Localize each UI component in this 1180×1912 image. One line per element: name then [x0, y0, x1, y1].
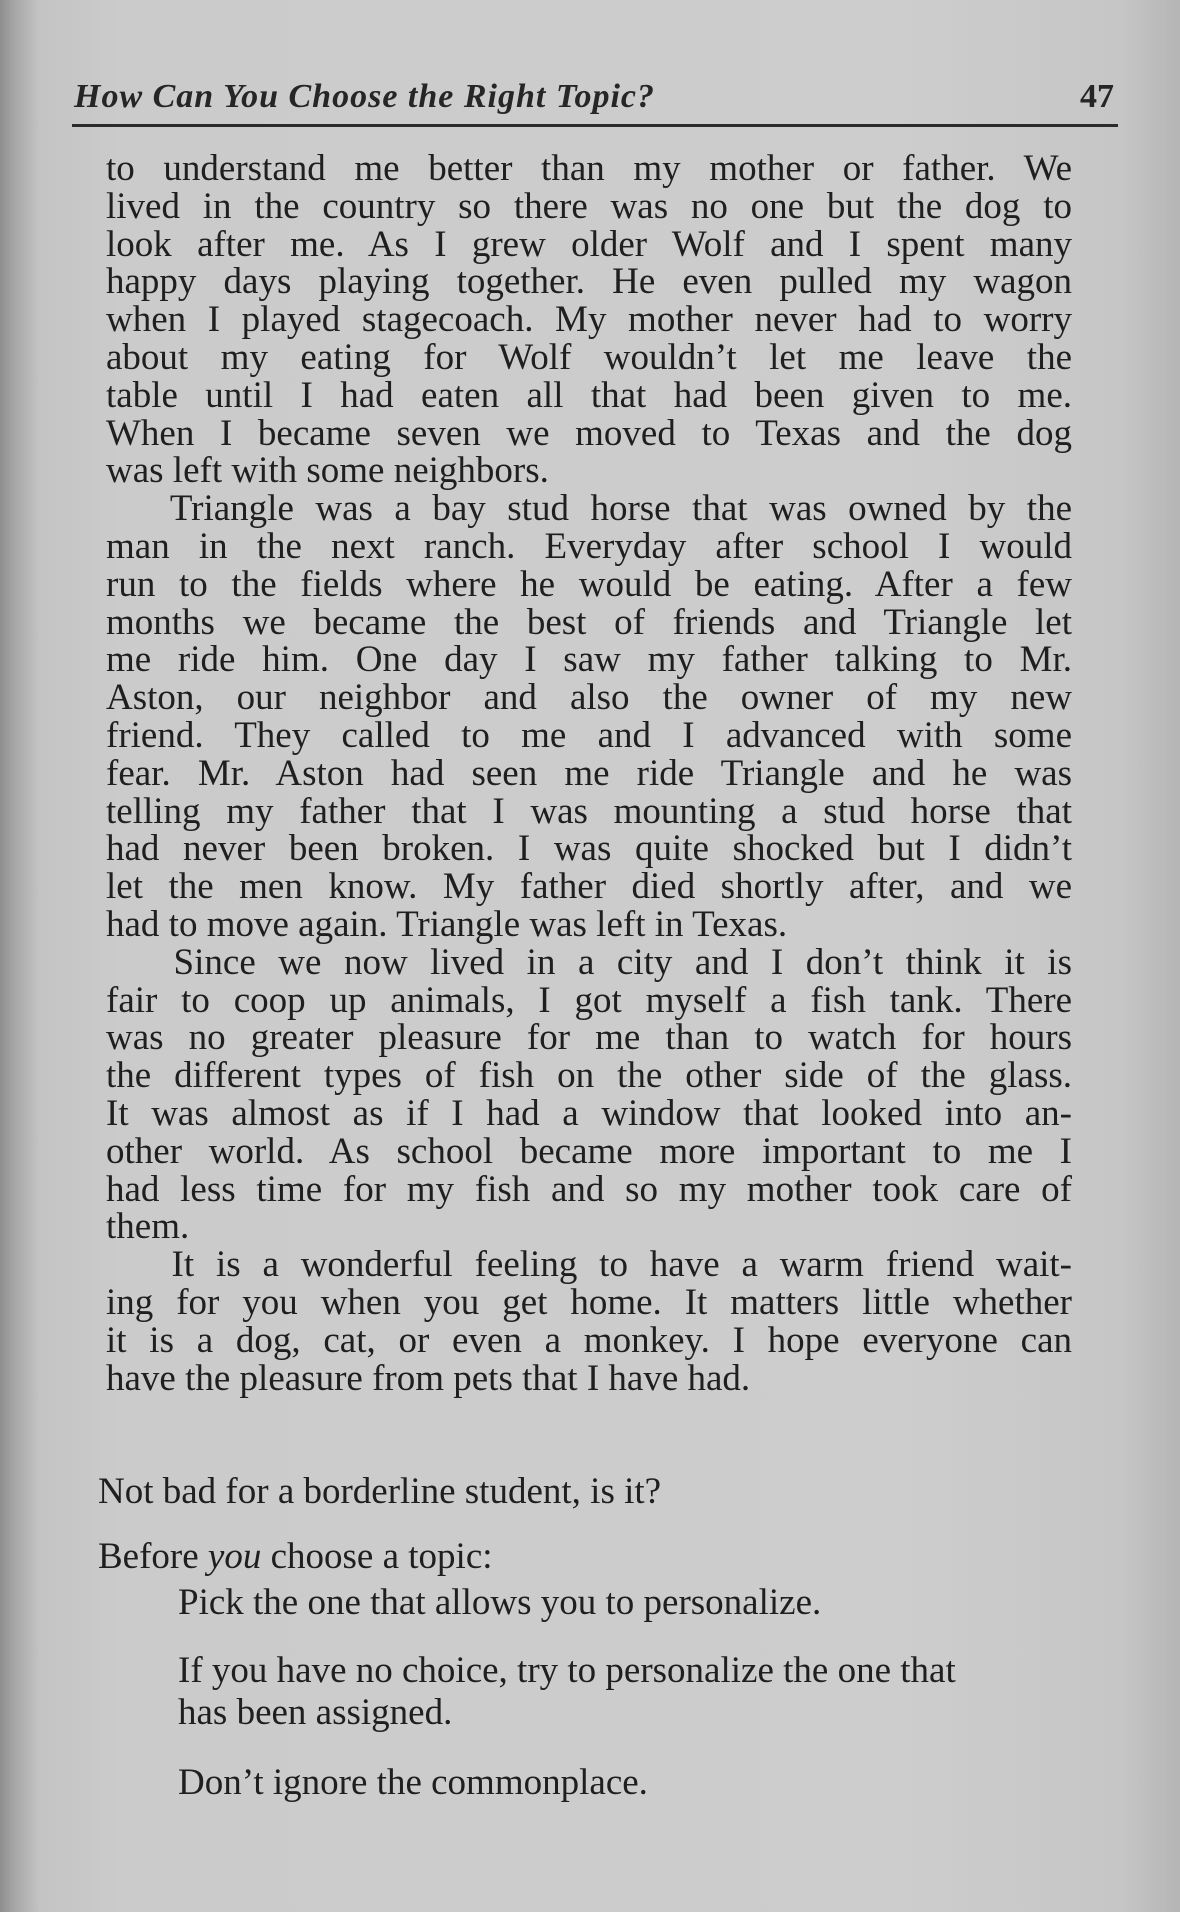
essay-line: about my eating for Wolf wouldn’t let me leave the: [106, 336, 1072, 378]
essay-line: lived in the country so there was no one but the dog to: [106, 185, 1072, 227]
essay-line: It is a wonderful feeling to have a warm friend wait-: [106, 1244, 1072, 1286]
essay-line: When I became seven we moved to Texas and the dog: [106, 412, 1072, 454]
tips-intro-emphasis: you: [207, 1536, 262, 1577]
page-number: 47: [1080, 78, 1114, 115]
essay-line: was no greater pleasure for me than to watch for hours: [106, 1017, 1072, 1059]
essay-line: table until I had eaten all that had been given to me.: [106, 374, 1072, 416]
tip-item: Don’t ignore the commonplace.: [178, 1762, 648, 1803]
essay-line: have the pleasure from pets that I have had.: [106, 1357, 751, 1399]
essay-line: was left with some neighbors.: [106, 450, 549, 492]
tips-intro-after: choose a topic:: [261, 1536, 493, 1577]
essay-line: run to the fields where he would be eating. After a few: [106, 563, 1072, 605]
essay-line: when I played stagecoach. My mother never had to worry: [106, 299, 1072, 341]
essay-line: Triangle was a bay stud horse that was owned by the: [106, 488, 1072, 530]
essay-line: look after me. As I grew older Wolf and I spent many: [106, 223, 1072, 265]
essay-line: me ride him. One day I saw my father talking to Mr.: [106, 639, 1072, 681]
essay-line: ing for you when you get home. It matters little whether: [106, 1281, 1072, 1323]
essay-line: months we became the best of friends and Triangle let: [106, 601, 1072, 643]
essay-line: friend. They called to me and I advanced with some: [106, 714, 1072, 756]
tip-item: Pick the one that allows you to personalize.: [178, 1582, 822, 1623]
essay-line: had never been broken. I was quite shocked but I didn’t: [106, 828, 1072, 870]
essay-line: other world. As school became more important to me I: [106, 1130, 1072, 1172]
tip-item: If you have no choice, try to personalize the one that has been assigned.: [178, 1650, 956, 1733]
essay-line: them.: [106, 1206, 190, 1248]
tips-intro-before: Before: [98, 1536, 208, 1577]
essay-line: Aston, our neighbor and also the owner of my new: [106, 677, 1072, 719]
essay-line: had to move again. Triangle was left in Texas.: [106, 903, 788, 945]
essay-line: telling my father that I was mounting a stud horse that: [106, 790, 1072, 832]
author-remark: Not bad for a borderline student, is it?: [98, 1471, 662, 1512]
essay-line: It was almost as if I had a window that looked into an-: [106, 1092, 1072, 1134]
essay-line: let the men know. My father died shortly after, and we: [106, 866, 1072, 908]
essay-line: it is a dog, cat, or even a monkey. I hope everyone can: [106, 1319, 1072, 1361]
tips-intro: [98, 1536, 1078, 1578]
essay-line: to understand me better than my mother or father. We: [106, 148, 1072, 189]
running-title: How Can You Choose the Right Topic?: [74, 78, 656, 115]
page-header: [72, 74, 1118, 127]
essay-line: happy days playing together. He even pulled my wagon: [106, 261, 1072, 303]
essay-line: had less time for my fish and so my mother took care of: [106, 1168, 1072, 1210]
essay-line: man in the next ranch. Everyday after school I would: [106, 525, 1072, 567]
essay-line: Since we now lived in a city and I don’t think it is: [106, 941, 1072, 983]
essay-text: [106, 150, 1072, 1397]
essay-line: fair to coop up animals, I got myself a fish tank. There: [106, 979, 1072, 1021]
essay-line: fear. Mr. Aston had seen me ride Triangle and he was: [106, 752, 1072, 794]
essay-line: the different types of fish on the other side of the glass.: [106, 1055, 1072, 1097]
